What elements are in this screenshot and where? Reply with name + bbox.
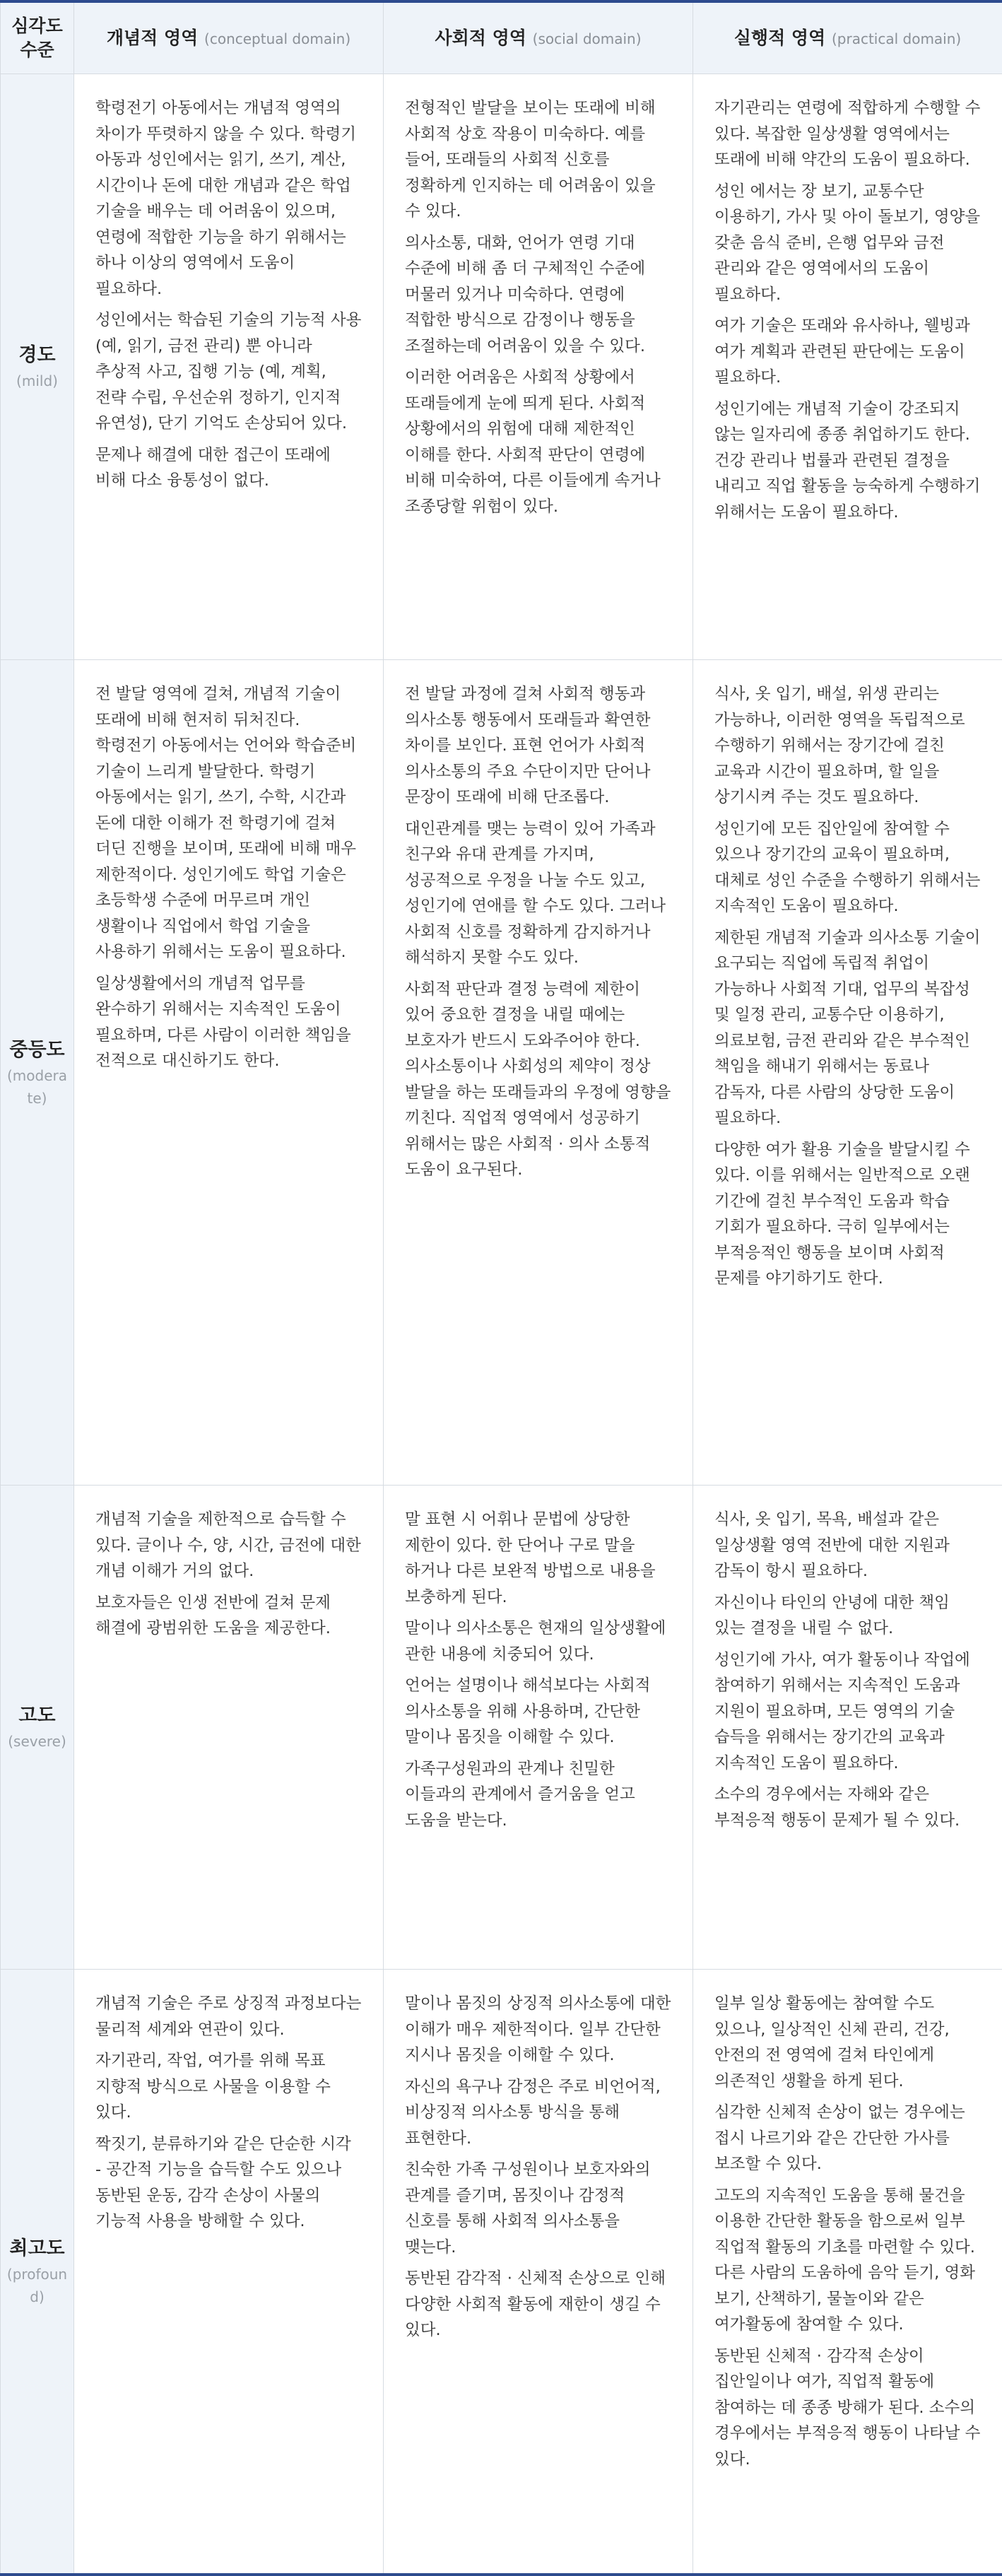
paragraph: 친숙한 가족 구성원이나 보호자와의 관계를 즐기며, 몸짓이나 감정적 신호를 통해 사회적 의사소통을 맺는다. (405, 2157, 671, 2260)
paragraph: 전형적인 발달을 보이는 또래에 비해 사회적 상호 작용이 미숙하다. 예를 들어, 또래들의 사회적 신호를 정확하게 인지하는 데 어려움이 있을 수 있다. (405, 95, 671, 225)
paragraph: 자신이나 타인의 안녕에 대한 책임 있는 결정을 내릴 수 없다. (714, 1590, 981, 1642)
table-row (1, 1486, 1002, 1970)
header-conceptual-ko: 개념적 영역 (107, 28, 198, 48)
paragraph: 동반된 신체적 · 감각적 손상이 집안일이나 여가, 직업적 활동에 참여하는 데 종종 방해가 된다. 소수의 경우에서는 부적응적 행동이 나타날 수 있다. (714, 2343, 981, 2473)
paragraph: 성인기에 모든 집안일에 참여할 수 있으나 장기간의 교육이 필요하며, 대체로 성인 수준을 수행하기 위해서는 지속적인 도움이 필요하다. (714, 816, 981, 919)
severity-cell (1, 74, 74, 660)
conceptual-cell (74, 1970, 384, 2575)
paragraph: 성인 에서는 장 보기, 교통수단 이용하기, 가사 및 아이 돌보기, 영양을 갖춘 음식 준비, 은행 업무와 금전 관리와 같은 영역에서의 도움이 필요하다. (714, 179, 981, 308)
paragraph: 문제나 해결에 대한 접근이 또래에 비해 다소 융통성이 없다. (95, 442, 362, 494)
paragraph: 고도의 지속적인 도움을 통해 물건을 이용한 간단한 활동을 함으로써 일부 직업적 활동의 기초를 마련할 수 있다. 다른 사람의 도움하에 음악 듣기, 영화 보기, 산책하기, 물놀이와 같은 여가활동에 참여할 수 있다. (714, 2183, 981, 2338)
header-social-ko: 사회적 영역 (435, 28, 526, 48)
header-practical-en: (practical domain) (832, 30, 961, 47)
header-practical (693, 1, 1002, 74)
conceptual-cell (74, 74, 384, 660)
paragraph: 의사소통, 대화, 언어가 연령 기대 수준에 비해 좀 더 구체적인 수준에 머물러 있거나 미숙하다. 연령에 적합한 방식으로 감정이나 행동을 조절하는데 어려움이 있을 수 있다. (405, 230, 671, 360)
severity-label: 경도 (5, 341, 69, 370)
header-practical-ko: 실행적 영역 (734, 28, 825, 48)
table-row (1, 1970, 1002, 2575)
header-social (384, 1, 693, 74)
paragraph: 대인관계를 맺는 능력이 있어 가족과 친구와 유대 관계를 가지며, 성공적으로 우정을 나눌 수도 있고, 성인기에 연애를 할 수도 있다. 그러나 사회적 신호를 정확하게 감지하거나 해석하지 못할 수도 있다. (405, 816, 671, 971)
severity-cell (1, 1970, 74, 2575)
paragraph: 심각한 신체적 손상이 없는 경우에는 접시 나르기와 같은 간단한 가사를 보조할 수 있다. (714, 2100, 981, 2177)
paragraph: 말이나 몸짓의 상징적 의사소통에 대한 이해가 매우 제한적이다. 일부 간단한 지시나 몸짓을 이해할 수 있다. (405, 1991, 671, 2069)
practical-cell (693, 1970, 1002, 2575)
table-row (1, 74, 1002, 660)
header-conceptual-en: (conceptual domain) (204, 30, 350, 47)
paragraph: 성인에서는 학습된 기술의 기능적 사용(예, 읽기, 금전 관리) 뿐 아니라 추상적 사고, 집행 기능 (예, 계획, 전략 수립, 우선순위 정하기, 인지적 유연성), 단기 기억도 손상되어 있다. (95, 307, 362, 437)
social-cell (384, 1486, 693, 1970)
paragraph: 이러한 어려움은 사회적 상황에서 또래들에게 눈에 띄게 된다. 사회적 상황에서의 위험에 대해 제한적인 이해를 한다. 사회적 판단이 연령에 비해 미숙하여, 다른 이들에게 속거나 조종당할 위험이 있다. (405, 365, 671, 519)
table-row (1, 660, 1002, 1486)
conceptual-cell (74, 1486, 384, 1970)
header-social-en: (social domain) (533, 30, 642, 47)
practical-cell (693, 660, 1002, 1486)
severity-label: 중등도 (5, 1036, 69, 1064)
paragraph: 자신의 욕구나 감정은 주로 비언어적, 비상징적 의사소통 방식을 통해 표현한다. (405, 2074, 671, 2152)
paragraph: 식사, 옷 입기, 배설, 위생 관리는 가능하나, 이러한 영역을 독립적으로 수행하기 위해서는 장기간에 걸친 교육과 시간이 필요하며, 할 일을 상기시켜 주는 것도 필요하다. (714, 681, 981, 811)
paragraph: 자기관리, 작업, 여가를 위해 목표 지향적 방식으로 사물을 이용할 수 있다. (95, 2048, 362, 2126)
paragraph: 동반된 감각적 · 신체적 손상으로 인해 다양한 사회적 활동에 재한이 생길 수 있다. (405, 2266, 671, 2343)
social-cell (384, 660, 693, 1486)
severity-label-en: (profound) (5, 2263, 69, 2308)
paragraph: 사회적 판단과 결정 능력에 제한이 있어 중요한 결정을 내릴 때에는 보호자가 반드시 도와주어야 한다. 의사소통이나 사회성의 제약이 정상 발달을 하는 또래들과의 우정에 영향을 끼친다. 직업적 영역에서 성공하기 위해서는 많은 사회적 · 의사 소통적 도움이 요구된다. (405, 977, 671, 1183)
social-cell (384, 74, 693, 660)
paragraph: 성인기에는 개념적 기술이 강조되지 않는 일자리에 종종 취업하기도 한다. 건강 관리나 법률과 관련된 결정을 내리고 직업 활동을 능숙하게 수행하기 위해서는 도움이 필요하다. (714, 396, 981, 526)
severity-cell (1, 660, 74, 1486)
social-cell (384, 1970, 693, 2575)
header-severity (1, 1, 74, 74)
header-conceptual (74, 1, 384, 74)
severity-label-en: (moderate) (5, 1064, 69, 1110)
paragraph: 말이나 의사소통은 현재의 일상생활에 관한 내용에 치중되어 있다. (405, 1616, 671, 1667)
conceptual-cell (74, 660, 384, 1486)
paragraph: 자기관리는 연령에 적합하게 수행할 수 있다. 복잡한 일상생활 영역에서는 또래에 비해 약간의 도움이 필요하다. (714, 95, 981, 173)
paragraph: 여가 기술은 또래와 유사하나, 웰빙과 여가 계획과 관련된 판단에는 도움이 필요하다. (714, 313, 981, 391)
paragraph: 소수의 경우에서는 자해와 같은 부적응적 행동이 문제가 될 수 있다. (714, 1782, 981, 1833)
severity-label-en: (mild) (5, 370, 69, 392)
paragraph: 학령전기 아동에서는 개념적 영역의 차이가 뚜렷하지 않을 수 있다. 학령기 아동과 성인에서는 읽기, 쓰기, 계산, 시간이나 돈에 대한 개념과 같은 학업 기술을 배우는 데 어려움이 있으며, 연령에 적합한 기능을 하기 위해서는 하나 이상의 영역에서 도움이 필요하다. (95, 95, 362, 302)
paragraph: 일부 일상 활동에는 참여할 수도 있으나, 일상적인 신체 관리, 건강, 안전의 전 영역에 걸쳐 타인에게 의존적인 생활을 하게 된다. (714, 1991, 981, 2094)
paragraph: 제한된 개념적 기술과 의사소통 기술이 요구되는 직업에 독립적 취업이 가능하나 사회적 기대, 업무의 복잡성 및 일정 관리, 교통수단 이용하기, 의료보험, 금전 관리와 같은 부수적인 책임을 해내기 위해서는 동료나 감독자, 다른 사람의 상당한 도움이 필요하다. (714, 925, 981, 1131)
paragraph: 짝짓기, 분류하기와 같은 단순한 시각 - 공간적 기능을 습득할 수도 있으나 동반된 운동, 감각 손상이 사물의 기능적 사용을 방해할 수 있다. (95, 2131, 362, 2235)
severity-label-en: (severe) (5, 1730, 69, 1753)
paragraph: 개념적 기술은 주로 상징적 과정보다는 물리적 세계와 연관이 있다. (95, 1991, 362, 2042)
paragraph: 다양한 여가 활용 기술을 발달시킬 수 있다. 이를 위해서는 일반적으로 오랜 기간에 걸친 부수적인 도움과 학습 기회가 필요하다. 극히 일부에서는 부적응적인 행동을 보이며 사회적 문제를 야기하기도 한다. (714, 1137, 981, 1292)
header-severity-label: 심각도 수준 (11, 16, 62, 60)
paragraph: 개념적 기술을 제한적으로 습득할 수 있다. 글이나 수, 양, 시간, 금전에 대한 개념 이해가 거의 없다. (95, 1507, 362, 1584)
paragraph: 언어는 설명이나 해석보다는 사회적 의사소통을 위해 사용하며, 간단한 말이나 몸짓을 이해할 수 있다. (405, 1673, 671, 1751)
paragraph: 전 발달 과정에 걸쳐 사회적 행동과 의사소통 행동에서 또래들과 확연한 차이를 보인다. 표현 언어가 사회적 의사소통의 주요 수단이지만 단어나 문장이 또래에 비해 단조롭다. (405, 681, 671, 811)
paragraph: 가족구성원과의 관계나 친밀한 이들과의 관계에서 즐거움을 얻고 도움을 받는다. (405, 1756, 671, 1834)
practical-cell (693, 74, 1002, 660)
paragraph: 성인기에 가사, 여가 활동이나 작업에 참여하기 위해서는 지속적인 도움과 지원이 필요하며, 모든 영역의 기술 습득을 위해서는 장기간의 교육과 지속적인 도움이 필요하다. (714, 1647, 981, 1777)
severity-cell (1, 1486, 74, 1970)
practical-cell (693, 1486, 1002, 1970)
paragraph: 말 표현 시 어휘나 문법에 상당한 제한이 있다. 한 단어나 구로 말을 하거나 다른 보완적 방법으로 내용을 보충하게 된다. (405, 1507, 671, 1610)
severity-label: 고도 (5, 1702, 69, 1730)
paragraph: 식사, 옷 입기, 목욕, 배설과 같은 일상생활 영역 전반에 대한 지원과 감독이 항시 필요하다. (714, 1507, 981, 1584)
paragraph: 전 발달 영역에 걸쳐, 개념적 기술이 또래에 비해 현저히 뒤처진다. 학령전기 아동에서는 언어와 학습준비 기술이 느리게 발달한다. 학령기 아동에서는 읽기, 쓰기, 수학, 시간과 돈에 대한 이해가 전 학령기에 걸쳐 더딘 진행을 보이며, 또래에 비해 매우 제한적이다. 성인기에도 학업 기술은 초등학생 수준에 머무르며 개인 생활이나 직업에서 학업 기술을 사용하기 위해서는 도움이 필요하다. (95, 681, 362, 965)
severity-label: 최고도 (5, 2235, 69, 2263)
paragraph: 일상생활에서의 개념적 업무를 완수하기 위해서는 지속적인 도움이 필요하며, 다른 사람이 이러한 책임을 전적으로 대신하기도 한다. (95, 971, 362, 1074)
header-row (1, 1, 1002, 74)
paragraph: 보호자들은 인생 전반에 걸쳐 문제 해결에 광범위한 도움을 제공한다. (95, 1590, 362, 1642)
